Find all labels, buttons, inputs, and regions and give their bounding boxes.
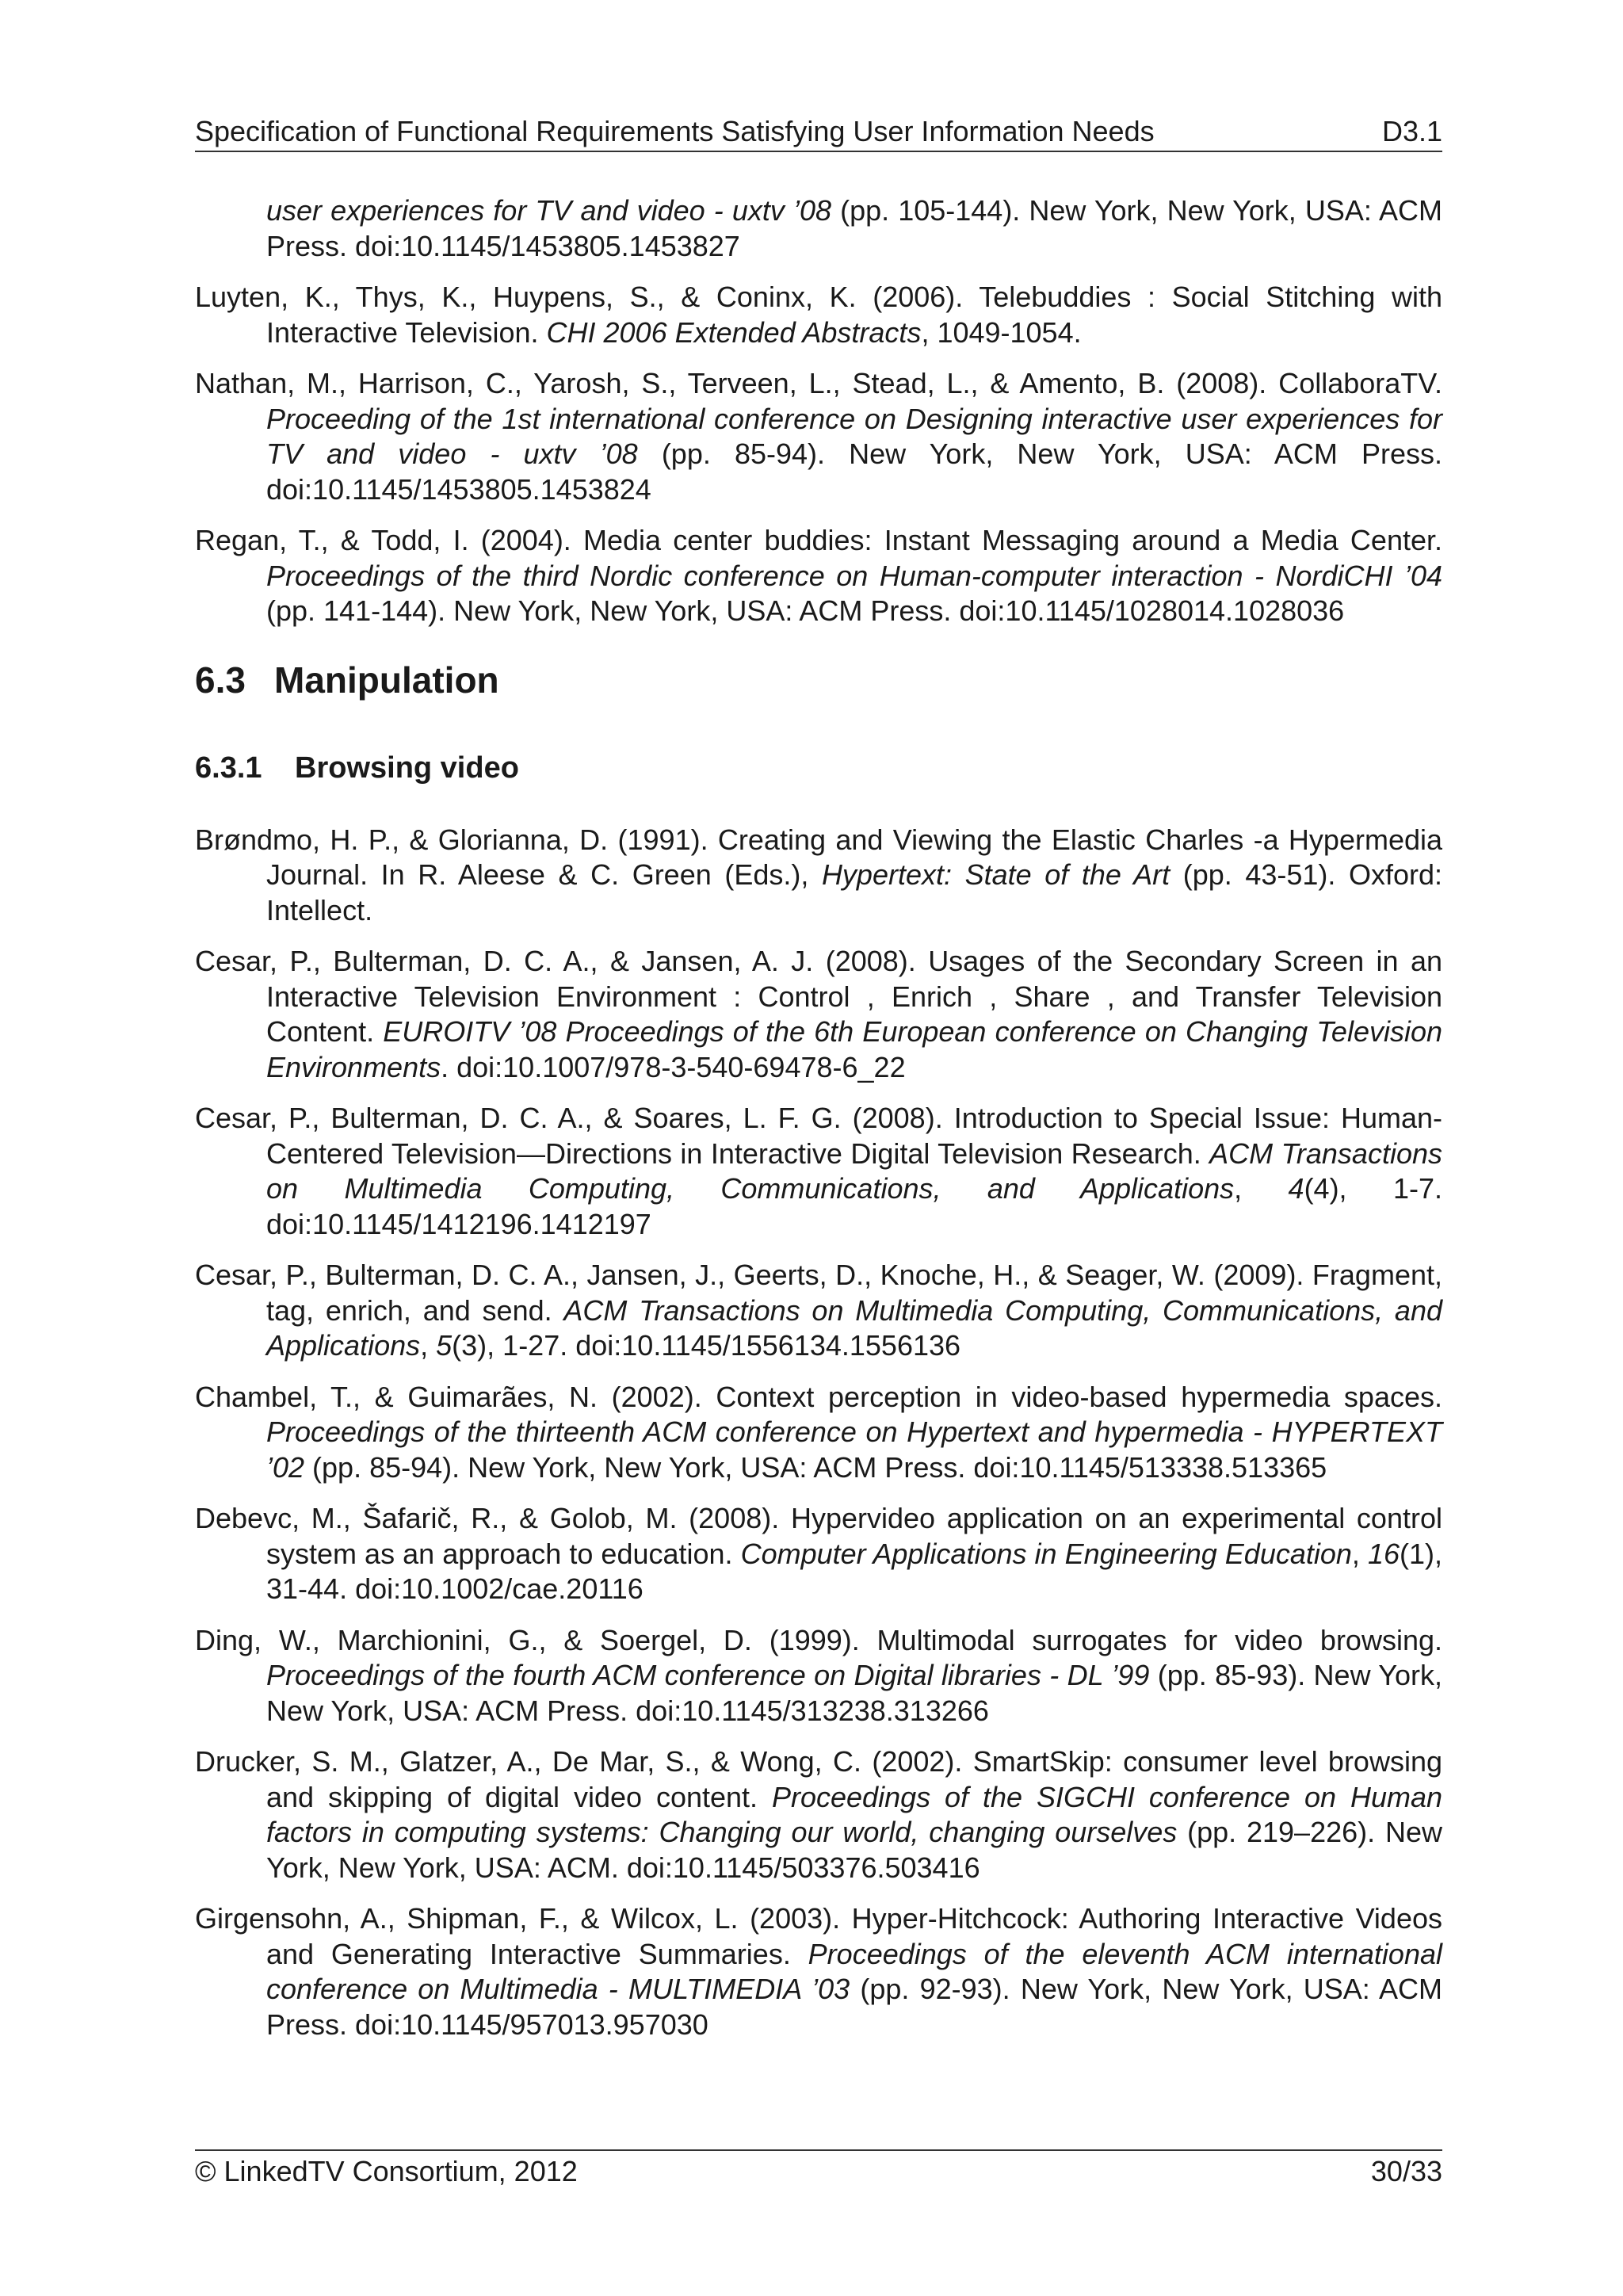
- reference-text: (3), 1-27. doi:10.1145/1556134.1556136: [452, 1329, 961, 1362]
- reference-entry: [195, 1901, 1442, 2042]
- reference-italic-text: Hypertext: State of the Art: [821, 858, 1170, 891]
- reference-entry: [195, 1623, 1442, 1729]
- reference-text: (pp. 85-94). New York, New York, USA: ACM Press. doi:10.1145/513338.513365: [304, 1450, 1327, 1484]
- reference-text: (4), 1-7. doi:10.1145/1412196.1412197: [266, 1172, 1442, 1240]
- reference-italic-text: 5: [436, 1329, 453, 1362]
- reference-entry: [195, 366, 1442, 507]
- reference-text: Debevc, M., Šafarič, R., & Golob, M. (2008). Hypervideo application on an experimental control system as an approach to education.: [195, 1502, 1442, 1570]
- reference-italic-text: EUROITV ’08 Proceedings of the 6th European conference on Changing Television Environments: [266, 1015, 1443, 1083]
- reference-text: Drucker, S. M., Glatzer, A., De Mar, S., & Wong, C. (2002). SmartSkip: consumer level browsing and skipping of digital video content.: [195, 1745, 1442, 1813]
- reference-text: Brøndmo, H. P., & Glorianna, D. (1991). Creating and Viewing the Elastic Charles -a Hypermedia Journal. In R. Aleese & C. Green (Eds.),: [195, 823, 1442, 891]
- reference-text: Chambel, T., & Guimarães, N. (2002). Context perception in video-based hypermedia spaces.: [195, 1380, 1442, 1413]
- header-doc-id: D3.1: [1381, 115, 1442, 147]
- reference-text: Nathan, M., Harrison, C., Yarosh, S., Terveen, L., Stead, L., & Amento, B. (2008). CollaboraTV.: [195, 367, 1442, 399]
- section-title: Manipulation: [274, 659, 499, 701]
- reference-italic-text: Proceedings of the eleventh ACM international conference on Multimedia - MULTIMEDIA ’03: [266, 1937, 1442, 2005]
- reference-entry: [195, 1501, 1442, 1607]
- reference-italic-text: ACM Transactions on Multimedia Computing, Communications, and Applications: [266, 1293, 1442, 1362]
- reference-italic-text: CHI 2006 Extended Abstracts: [546, 315, 922, 349]
- page-content: [195, 193, 1442, 2058]
- footer-page-number: 30/33: [1370, 2155, 1442, 2187]
- section-heading: [195, 658, 1442, 702]
- reference-entry: [195, 1258, 1442, 1364]
- reference-italic-text: Computer Applications in Engineering Education: [740, 1537, 1352, 1570]
- reference-text: Luyten, K., Thys, K., Huypens, S., & Coninx, K. (2006). Telebuddies : Social Stitching with Interactive Television.: [195, 281, 1442, 349]
- reference-text: ,: [1351, 1537, 1368, 1570]
- reference-text: (pp. 219–226). New York, New York, USA: ACM. doi:10.1145/503376.503416: [266, 1816, 1442, 1884]
- reference-text: (pp. 43-51). Oxford: Intellect.: [266, 858, 1443, 926]
- reference-text: (pp. 105-144). New York, New York, USA: ACM Press. doi:10.1145/1453805.1453827: [266, 194, 1442, 262]
- reference-text: Cesar, P., Bulterman, D. C. A., & Soares, L. F. G. (2008). Introduction to Special Issue: Human-Centered Television—Directions in Interactive Digital Television Research.: [195, 1102, 1442, 1170]
- reference-text: (pp. 85-94). New York, New York, USA: ACM Press. doi:10.1145/1453805.1453824: [266, 437, 1442, 506]
- reference-entry: [195, 1101, 1442, 1242]
- reference-text: (pp. 85-93). New York, New York, USA: ACM Press. doi:10.1145/313238.313266: [266, 1659, 1442, 1727]
- reference-list-top: [195, 193, 1442, 629]
- reference-text: Regan, T., & Todd, I. (2004). Media center buddies: Instant Messaging around a Media Center.: [195, 524, 1442, 556]
- reference-text: ,: [420, 1329, 437, 1362]
- page-footer: [195, 2149, 1442, 2189]
- subsection-title: Browsing video: [295, 751, 519, 785]
- reference-entry: [195, 1744, 1442, 1885]
- reference-text: ,: [1234, 1172, 1289, 1205]
- reference-italic-text: Proceedings of the SIGCHI conference on Human factors in computing systems: Changing our world, changing ourselves: [266, 1780, 1442, 1848]
- reference-entry: [195, 280, 1442, 350]
- reference-entry: [195, 523, 1442, 629]
- reference-entry: [195, 944, 1442, 1085]
- reference-text: Cesar, P., Bulterman, D. C. A., Jansen, J., Geerts, D., Knoche, H., & Seager, W. (2009). Fragment, tag, enrich, and send.: [195, 1259, 1442, 1327]
- page-header: [195, 113, 1442, 152]
- reference-italic-text: user experiences for TV and video - uxtv ’08: [266, 194, 831, 227]
- reference-entry: [195, 823, 1442, 929]
- reference-italic-text: ACM Transactions on Multimedia Computing, Communications, and Applications: [266, 1137, 1442, 1205]
- reference-italic-text: Proceedings of the fourth ACM conference on Digital libraries - DL ’99: [266, 1659, 1150, 1691]
- reference-text: . doi:10.1007/978-3-540-69478-6_22: [441, 1050, 906, 1083]
- reference-italic-text: Proceeding of the 1st international conference on Designing interactive user experiences for TV and video - uxtv ’08: [266, 402, 1442, 470]
- subsection-number: 6.3.1: [195, 751, 262, 785]
- reference-text: , 1049-1054.: [921, 315, 1082, 349]
- reference-text: Girgensohn, A., Shipman, F., & Wilcox, L. (2003). Hyper-Hitchcock: Authoring Interactive Videos and Generating Interactive Summaries.: [195, 1902, 1442, 1970]
- header-title: Specification of Functional Requirements Satisfying User Information Needs: [195, 115, 1155, 147]
- reference-text: Ding, W., Marchionini, G., & Soergel, D. (1999). Multimodal surrogates for video browsing.: [195, 1623, 1442, 1656]
- reference-text: (1), 31-44. doi:10.1002/cae.20116: [266, 1537, 1442, 1605]
- document-page: [195, 0, 1442, 2296]
- reference-italic-text: Proceedings of the third Nordic conference on Human-computer interaction - NordiCHI ’04: [266, 559, 1442, 592]
- reference-text: (pp. 92-93). New York, New York, USA: ACM Press. doi:10.1145/957013.957030: [266, 1973, 1443, 2041]
- reference-italic-text: 4: [1288, 1172, 1304, 1205]
- footer-copyright: © LinkedTV Consortium, 2012: [195, 2155, 578, 2187]
- reference-text: (pp. 141-144). New York, New York, USA: ACM Press. doi:10.1145/1028014.1028036: [266, 594, 1345, 627]
- reference-text: Cesar, P., Bulterman, D. C. A., & Jansen, A. J. (2008). Usages of the Secondary Screen in an Interactive Television Environment : Control , Enrich , Share , and Transfer Television Content.: [195, 945, 1442, 1048]
- section-number: 6.3: [195, 659, 246, 701]
- reference-italic-text: Proceedings of the thirteenth ACM conference on Hypertext and hypermedia - HYPERTEXT ’02: [266, 1415, 1442, 1484]
- subsection-heading: [195, 750, 1442, 786]
- reference-italic-text: 16: [1367, 1537, 1400, 1570]
- reference-list-bottom: [195, 823, 1442, 2043]
- reference-entry: [195, 193, 1442, 264]
- reference-entry: [195, 1380, 1442, 1486]
